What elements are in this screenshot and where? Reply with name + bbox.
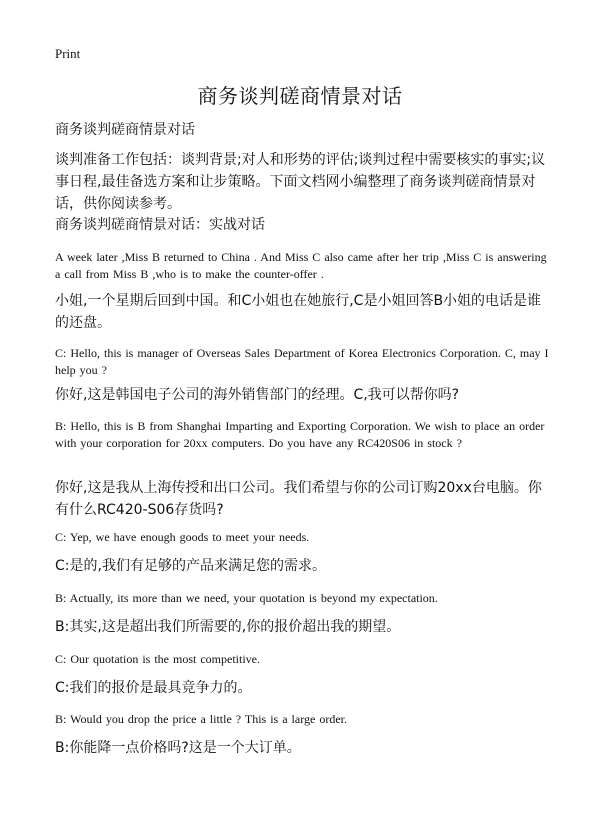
dialogue-en-3: B: Hello, this is B from Shanghai Imparting and Exporting Corporation. We wish to place an order with your corporation for 20xx computers. Do you have any RC420S06 in stock ? [55, 419, 545, 450]
dialogue-zh-4: C:是的,我们有足够的产品来满足您的需求。 [55, 558, 326, 574]
dialogue-zh-2: 你好,这是韩国电子公司的海外销售部门的经理。C,我可以帮你吗? [55, 387, 460, 403]
dialogue-en-1: A week later ,Miss B returned to China . And Miss C also came after her trip ,Miss C is answering a call from Miss B ,who is to make the counter-offer . [55, 250, 547, 281]
dialogue-zh-7: B:你能降一点价格吗?这是一个大订单。 [55, 740, 301, 756]
dialogue-en-2: C: Hello, this is manager of Overseas Sales Department of Korea Electronics Corporation. C, may I help you ? [55, 346, 549, 377]
dialogue-zh-3: 你好,这是我从上海传授和出口公司。我们希望与你的公司订购20xx台电脑。你有什么RC420-S06存货吗? [55, 480, 542, 518]
dialogue-en-7: B: Would you drop the price a little ? This is a large order. [55, 712, 347, 726]
intro-paragraph: 谈判准备工作包括：谈判背景;对人和形势的评估;谈判过程中需要核实的事实;议事日程,最佳备选方案和让步策略。下面文档网小编整理了商务谈判磋商情景对话，供你阅读参考。 [55, 152, 546, 212]
dialogue-zh-6: C:我们的报价是最具竞争力的。 [55, 680, 252, 696]
dialogue-zh-5: B:其实,这是超出我们所需要的,你的报价超出我的期望。 [55, 619, 401, 635]
dialogue-en-5: B: Actually, its more than we need, your quotation is beyond my expectation. [55, 591, 438, 605]
print-link[interactable]: Print [55, 46, 81, 61]
dialogue-zh-1: 小姐,一个星期后回到中国。和C小姐也在她旅行,C是小姐回答B小姐的电话是谁的还盘。 [55, 293, 542, 331]
dialogue-en-4: C: Yep, we have enough goods to meet your needs. [55, 530, 310, 544]
subtitle-paragraph: 商务谈判磋商情景对话 [55, 122, 195, 138]
dialogue-en-6: C: Our quotation is the most competitive. [55, 652, 260, 666]
section-heading: 商务谈判磋商情景对话：实战对话 [55, 217, 265, 233]
page-title: 商务谈判磋商情景对话 [197, 84, 403, 108]
